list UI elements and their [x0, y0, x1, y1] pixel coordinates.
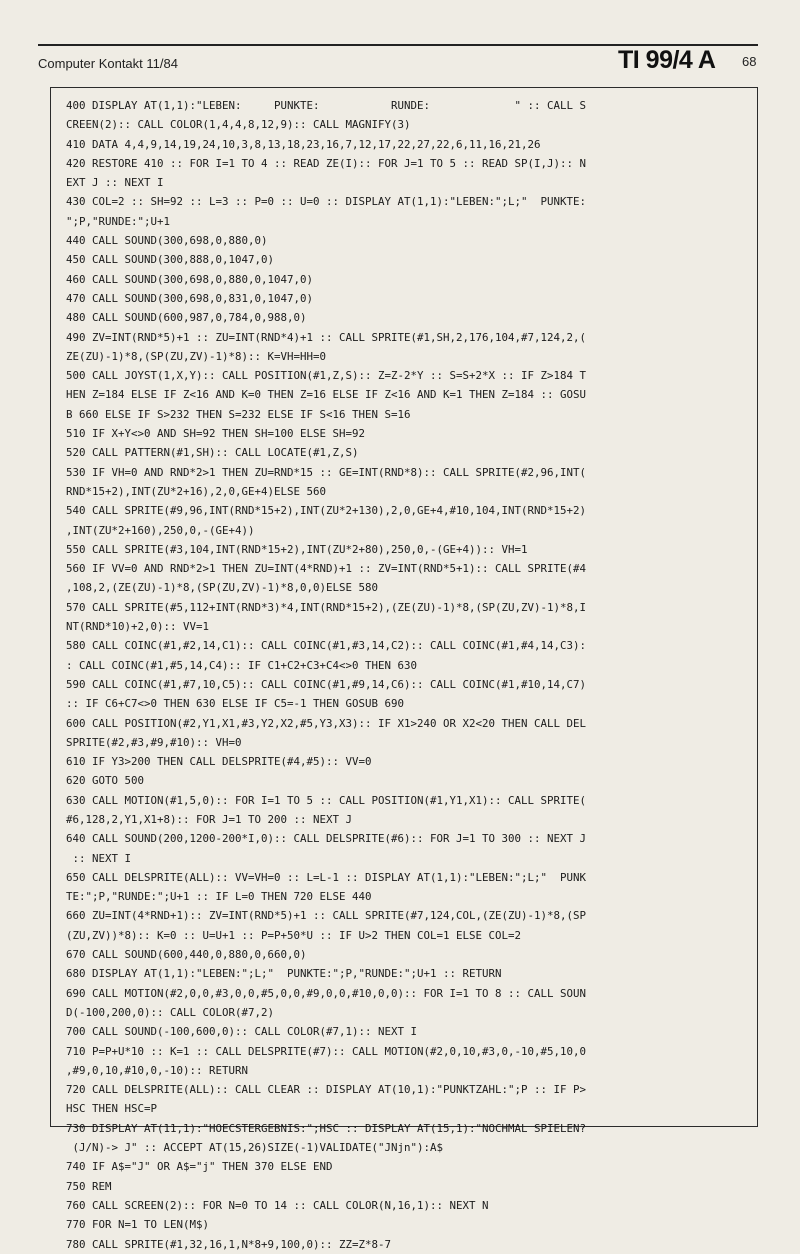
code-line: 710 P=P+U*10 :: K=1 :: CALL DELSPRITE(#7):: CALL MOTION(#2,0,10,#3,0,-10,#5,10,0 [66, 1044, 587, 1058]
code-line: :: NEXT I [66, 851, 132, 865]
code-line: 550 CALL SPRITE(#3,104,INT(RND*15+2),INT(ZU*2+80),250,0,-(GE+4)):: VH=1 [66, 542, 528, 556]
code-line: 510 IF X+Y<>0 AND SH=92 THEN SH=100 ELSE SH=92 [66, 427, 366, 441]
platform-title: TI 99/4 A [618, 46, 716, 74]
code-line: 600 CALL POSITION(#2,Y1,X1,#3,Y2,X2,#5,Y3,X3):: IF X1>240 OR X2<20 THEN CALL DEL [66, 716, 587, 730]
code-line: 400 DISPLAY AT(1,1):"LEBEN: PUNKTE: RUNDE: " :: CALL S [66, 99, 587, 112]
code-line: 570 CALL SPRITE(#5,112+INT(RND*3)*4,INT(RND*15+2),(ZE(ZU)-1)*8,(SP(ZU,ZV)-1)*8,I [66, 600, 587, 614]
code-line: D(-100,200,0):: CALL COLOR(#7,2) [66, 1005, 275, 1019]
code-line: 450 CALL SOUND(300,888,0,1047,0) [66, 253, 275, 267]
magazine-issue: Computer Kontakt 11/84 [38, 56, 178, 71]
code-line: 640 CALL SOUND(200,1200-200*I,0):: CALL DELSPRITE(#6):: FOR J=1 TO 300 :: NEXT J [66, 832, 587, 846]
code-line: 680 DISPLAY AT(1,1):"LEBEN:";L;" PUNKTE:";P,"RUNDE:";U+1 :: RETURN [66, 967, 502, 981]
code-line: HEN Z=184 ELSE IF Z<16 AND K=0 THEN Z=16 ELSE IF Z<16 AND K=1 THEN Z=184 :: GOSU [66, 388, 587, 402]
code-line: 660 ZU=INT(4*RND+1):: ZV=INT(RND*5)+1 :: CALL SPRITE(#7,124,COL,(ZE(ZU)-1)*8,(SP [66, 909, 587, 923]
code-line: ,108,2,(ZE(ZU)-1)*8,(SP(ZU,ZV)-1)*8,0,0)ELSE 580 [66, 581, 379, 595]
basic-listing [66, 96, 756, 1254]
code-line: 750 REM [66, 1179, 112, 1193]
code-line: 420 RESTORE 410 :: FOR I=1 TO 4 :: READ ZE(I):: FOR J=1 TO 5 :: READ SP(I,J):: N [66, 156, 587, 170]
code-line: 460 CALL SOUND(300,698,0,880,0,1047,0) [66, 272, 314, 286]
code-line: 740 IF A$="J" OR A$="j" THEN 370 ELSE END [66, 1160, 333, 1174]
code-line: 650 CALL DELSPRITE(ALL):: VV=VH=0 :: L=L-1 :: DISPLAY AT(1,1):"LEBEN:";L;" PUNK [66, 870, 587, 884]
code-line: 690 CALL MOTION(#2,0,0,#3,0,0,#5,0,0,#9,0,0,#10,0,0):: FOR I=1 TO 8 :: CALL SOUN [66, 986, 587, 1000]
code-line: RND*15+2),INT(ZU*2+16),2,0,GE+4)ELSE 560 [66, 484, 327, 498]
code-line: 440 CALL SOUND(300,698,0,880,0) [66, 234, 268, 248]
code-line: 670 CALL SOUND(600,440,0,880,0,660,0) [66, 948, 307, 962]
code-line: 630 CALL MOTION(#1,5,0):: FOR I=1 TO 5 :: CALL POSITION(#1,Y1,X1):: CALL SPRITE( [66, 793, 587, 807]
code-line: CREEN(2):: CALL COLOR(1,4,4,8,12,9):: CALL MAGNIFY(3) [66, 118, 411, 132]
code-line: ";P,"RUNDE:";U+1 [66, 214, 171, 228]
code-line: 490 ZV=INT(RND*5)+1 :: ZU=INT(RND*4)+1 :: CALL SPRITE(#1,SH,2,176,104,#7,124,2,( [66, 330, 587, 344]
code-line: 500 CALL JOYST(1,X,Y):: CALL POSITION(#1,Z,S):: Z=Z-2*Y :: S=S+2*X :: IF Z>184 T [66, 369, 587, 383]
code-line: HSC THEN HSC=P [66, 1102, 158, 1116]
code-line: B 660 ELSE IF S>232 THEN S=232 ELSE IF S<16 THEN S=16 [66, 407, 411, 421]
code-line: #6,128,2,Y1,X1+8):: FOR J=1 TO 200 :: NEXT J [66, 812, 353, 826]
code-line: 620 GOTO 500 [66, 774, 145, 788]
code-line: 590 CALL COINC(#1,#7,10,C5):: CALL COINC(#1,#9,14,C6):: CALL COINC(#1,#10,14,C7) [66, 677, 587, 691]
code-line: 560 IF VV=0 AND RND*2>1 THEN ZU=INT(4*RND)+1 :: ZV=INT(RND*5+1):: CALL SPRITE(#4 [66, 562, 587, 576]
code-line: 580 CALL COINC(#1,#2,14,C1):: CALL COINC(#1,#3,14,C2):: CALL COINC(#1,#4,14,C3): [66, 639, 587, 653]
code-line: 730 DISPLAY AT(11,1):"HOECSTERGEBNIS:";HSC :: DISPLAY AT(15,1):"NOCHMAL SPIELEN? [66, 1121, 587, 1135]
code-line: 720 CALL DELSPRITE(ALL):: CALL CLEAR :: DISPLAY AT(10,1):"PUNKTZAHL:";P :: IF P> [66, 1083, 587, 1097]
page-header [38, 44, 758, 74]
code-line: ,#9,0,10,#10,0,-10):: RETURN [66, 1063, 249, 1077]
code-line: TE:";P,"RUNDE:";U+1 :: IF L=0 THEN 720 ELSE 440 [66, 890, 372, 904]
code-line: 700 CALL SOUND(-100,600,0):: CALL COLOR(#7,1):: NEXT I [66, 1025, 418, 1039]
page-number: 68 [742, 54, 757, 69]
code-line: 480 CALL SOUND(600,987,0,784,0,988,0) [66, 311, 307, 325]
code-line: 530 IF VH=0 AND RND*2>1 THEN ZU=RND*15 :: GE=INT(RND*8):: CALL SPRITE(#2,96,INT( [66, 465, 587, 479]
code-line: 540 CALL SPRITE(#9,96,INT(RND*15+2),INT(ZU*2+130),2,0,GE+4,#10,104,INT(RND*15+2) [66, 504, 587, 518]
code-line: 780 CALL SPRITE(#1,32,16,1,N*8+9,100,0):: ZZ=Z*8-7 [66, 1237, 392, 1251]
code-line: SPRITE(#2,#3,#9,#10):: VH=0 [66, 735, 242, 749]
code-line: 610 IF Y3>200 THEN CALL DELSPRITE(#4,#5):: VV=0 [66, 755, 372, 769]
code-line: 520 CALL PATTERN(#1,SH):: CALL LOCATE(#1,Z,S) [66, 446, 359, 460]
code-line: ZE(ZU)-1)*8,(SP(ZU,ZV)-1)*8):: K=VH=HH=0 [66, 349, 327, 363]
code-line: 470 CALL SOUND(300,698,0,831,0,1047,0) [66, 291, 314, 305]
code-line: (ZU,ZV))*8):: K=0 :: U=U+1 :: P=P+50*U :: IF U>2 THEN COL=1 ELSE COL=2 [66, 928, 522, 942]
code-line: (J/N)-> J" :: ACCEPT AT(15,26)SIZE(-1)VALIDATE("JNjn"):A$ [66, 1141, 444, 1155]
code-line: NT(RND*10)+2,0):: VV=1 [66, 620, 210, 634]
code-line: EXT J :: NEXT I [66, 176, 164, 190]
code-line: : CALL COINC(#1,#5,14,C4):: IF C1+C2+C3+C4<>0 THEN 630 [66, 658, 418, 672]
code-line: 430 COL=2 :: SH=92 :: L=3 :: P=0 :: U=0 :: DISPLAY AT(1,1):"LEBEN:";L;" PUNKTE: [66, 195, 587, 209]
code-line: 760 CALL SCREEN(2):: FOR N=0 TO 14 :: CALL COLOR(N,16,1):: NEXT N [66, 1198, 489, 1212]
code-line: ,INT(ZU*2+160),250,0,-(GE+4)) [66, 523, 255, 537]
code-line: 770 FOR N=1 TO LEN(M$) [66, 1218, 210, 1232]
code-line: :: IF C6+C7<>0 THEN 630 ELSE IF C5=-1 THEN GOSUB 690 [66, 697, 405, 711]
code-line: 410 DATA 4,4,9,14,19,24,10,3,8,13,18,23,16,7,12,17,22,27,22,6,11,16,21,26 [66, 137, 541, 151]
